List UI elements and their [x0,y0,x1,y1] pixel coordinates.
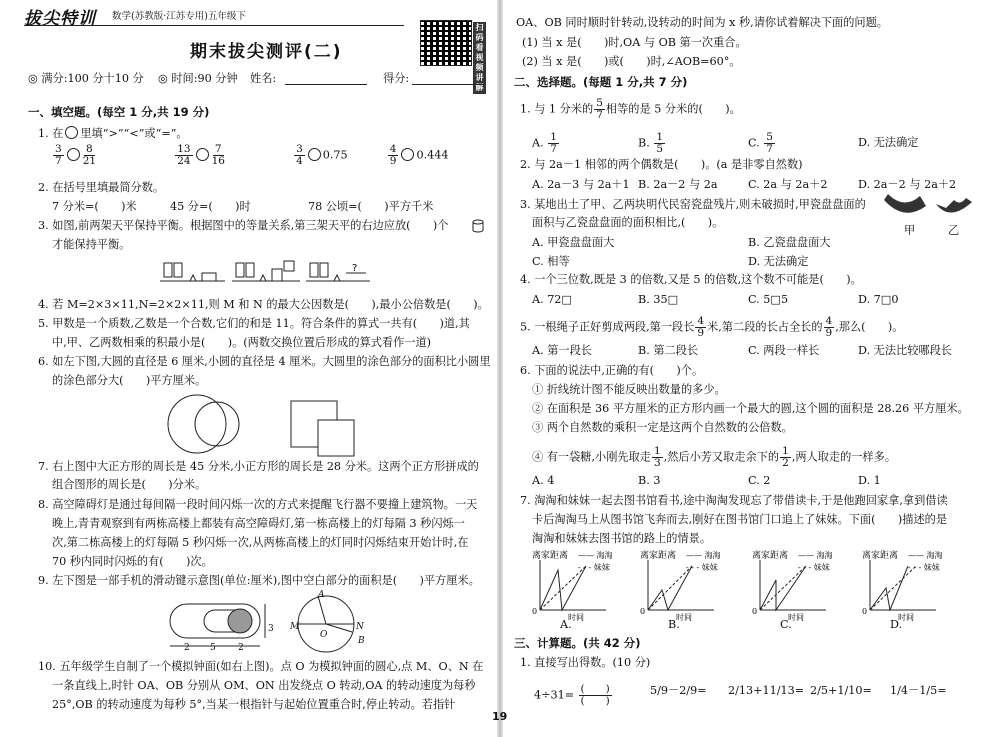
c4-opt-d: D. 7□0 [858,293,899,306]
c2-opt-d: D. 2a－2 与 2a＋2 [858,178,957,191]
score-label: 得分: [383,72,410,85]
calc-item-2: 5/9－2/9= [650,684,707,697]
c3-opt-c: C. 相等 [532,255,570,268]
shard-label-yi: 乙 [948,224,960,237]
q10-cont-1: 一条直线上,时针 OA、OB 分别从 OM、ON 出发绕点 O 转动,OA 的转动速度为每秒 [52,679,476,692]
squares-figure [290,400,370,458]
calc-item-1: 4÷31= $\frac{( )}{( )}$ [534,683,610,707]
svg-text:时间: 时间 [568,613,584,622]
graph-label-4: D. [890,618,903,631]
q5-cont: 中,甲、乙两数相乘的积最小是( )。(两数交换位置后形成的算式看作一道) [52,336,432,349]
svg-text:0: 0 [752,607,758,616]
c1-opt-c: C. $\frac{5}{7}$ [748,131,773,155]
svg-text:- - - 妹妹: - - - 妹妹 [798,563,830,572]
graph-1 [530,548,640,628]
q2: 2. 在括号里填最简分数。 [38,181,165,194]
c5-opt-d: D. 无法比较哪段长 [858,344,952,357]
q4: 4. 若 M=2×3×11,N=2×2×11,则 M 和 N 的最大公因数是( ),最小公倍数是( )。 [38,298,489,311]
c5-opt-b: B. 第二段长 [638,344,699,357]
c6: 6. 下面的说法中,正确的有( )个。 [520,364,704,377]
c6-stmt-1: ① 折线统计图不能反映出数量的多少。 [532,383,726,396]
q7-cont: 组合图形的周长是( )分米。 [52,478,207,491]
r1: OA、OB 同时顺时针转动,设转动的时间为 x 秒,请你试着解决下面的问题。 [516,16,888,29]
svg-text:?: ? [352,263,358,274]
c2-opt-c: C. 2a 与 2a＋2 [748,178,828,191]
q8: 8. 高空障碍灯是通过每间隔一段时间闪烁一次的方式来提醒飞行器不要撞上建筑物。一天 [38,498,478,511]
graph-3 [750,548,860,628]
q2-item-3: 78 公顷=( )平方千米 [308,200,434,213]
label-M: M [290,622,300,632]
c3-opt-d: D. 无法确定 [748,255,809,268]
q10: 10. 五年级学生自制了一个模拟钟面(如右上图)。点 O 为模拟钟面的圆心,点 M、O、N 在 [38,660,484,673]
right-page [500,0,1000,737]
balance-scales [160,255,370,285]
section-choice: 二、选择题。(每题 1 分,共 7 分) [514,75,688,89]
c6-stmt-4: ④ 有一袋糖,小刚先取走 $\frac{1}{3}$ ,然后小芳又取走余下的 $\frac{1}{2}$ ,两人取走的一样多。 [532,445,897,469]
r3: (2) 当 x 是( )或( )时,∠AOB=60°。 [522,55,741,68]
c5-opt-c: C. 两段一样长 [748,344,820,357]
c4-opt-a: A. 72□ [532,293,572,306]
c2-opt-a: A. 2a－3 与 2a＋1 [532,178,630,191]
calc-item-4: 2/5+1/10= [810,684,872,697]
dim-3: 2 [238,643,244,653]
q3-cont: 才能保持平衡。 [52,238,131,251]
calc-item-5: 1/4－1/5= [890,684,947,697]
svg-text:离家距离: 离家距离 [752,551,789,561]
svg-text:0: 0 [862,607,868,616]
qr-label: 扫码看视频讲解 [473,22,486,94]
q10-cont-2: 25°,OB 的转动速度为每秒 5°,当某一根指针与起始位置重合时,停止转动。若指针 [52,698,456,711]
c4-opt-b: B. 35□ [638,293,679,306]
page-number: 19 [492,710,508,723]
q9: 9. 左下图是一部手机的滑动键示意图(单位:厘米),图中空白部分的面积是( )平方厘米。 [38,574,480,587]
slider-figure [160,590,280,652]
c6-opt-a: A. 4 [532,474,555,487]
q6-cont: 的涂色部分大( )平方厘米。 [52,374,207,387]
label-A: A [318,590,325,600]
c7-cont-2: 淘淘和妹妹去图书馆的路上的情景。 [532,532,712,545]
qr-code[interactable] [420,20,472,66]
c5: 5. 一根绳子正好剪成两段,第一段长 $\frac{4}{9}$ 米,第二段的长占全长的 $\frac{4}{9}$ ,那么( )。 [520,315,904,339]
shard-label-jia: 甲 [904,224,916,237]
graph-2 [638,548,748,628]
q2-item-2: 45 分=( )时 [170,200,251,213]
label-B: B [358,636,365,646]
svg-text:—— 淘淘: —— 淘淘 [908,551,943,560]
svg-text:离家距离: 离家距离 [862,551,899,561]
q5: 5. 甲数是一个质数,乙数是一个合数,它们的和是 11。符合条件的算式一共有( )道,其 [38,317,470,330]
graph-label-3: C. [780,618,792,631]
dim-1: 2 [184,643,190,653]
svg-text:- - - 妹妹: - - - 妹妹 [908,563,940,572]
c3-opt-b: B. 乙瓷盘盘面大 [748,236,831,249]
cylinder-icon [470,219,486,233]
c6-opt-c: C. 2 [748,474,771,487]
c6-stmt-2: ② 在面积是 36 平方厘米的正方形内画一个最大的圆,这个圆的面积是 28.26 平方厘米。 [532,402,969,415]
svg-text:- - - 妹妹: - - - 妹妹 [578,563,610,572]
c7-cont-1: 卡后淘淘马上从图书馆飞奔而去,刚好在图书馆门口追上了妹妹。下面( )描述的是 [532,513,948,526]
c4-opt-c: C. 5□5 [748,293,789,306]
q3: 3. 如图,前两架天平保持平衡。根据图中的等量关系,第三架天平的右边应放( )个 [38,219,449,232]
q8-cont-3: 70 秒内同时闪烁的有( )次。 [52,555,213,568]
brand: 拔尖特训 [24,9,96,29]
svg-text:0: 0 [640,607,646,616]
graph-label-2: B. [668,618,680,631]
c4: 4. 一个三位数,既是 3 的倍数,又是 5 的倍数,这个数不可能是( )。 [520,273,862,286]
label-N: N [356,622,364,632]
svg-text:时间: 时间 [676,613,692,622]
q8-cont-2: 次,第二栋高楼上的灯每隔 5 秒闪烁一次,从两栋高楼上的灯同时闪烁结束开始计时,在 [52,536,469,549]
c2-opt-b: B. 2a－2 与 2a [638,178,718,191]
c3: 3. 某地出土了甲、乙两块明代民窑瓷盘残片,则未破损时,甲瓷盘盘面的 [520,198,866,211]
graph-4 [860,548,970,628]
name-label: 姓名: [250,72,277,85]
svg-text:离家距离: 离家距离 [640,551,677,561]
time-limit: ◎ 时间:90 分钟 [158,72,238,85]
c6-opt-b: B. 3 [638,474,661,487]
svg-text:0: 0 [532,607,538,616]
porcelain-shards [880,192,980,228]
svg-text:—— 淘淘: —— 淘淘 [578,551,613,560]
c1-opt-a: A. $\frac{1}{7}$ [532,131,557,155]
c5-opt-a: A. 第一段长 [532,344,592,357]
calc-1: 1. 直接写出得数。(10 分) [520,656,651,669]
c1-opt-b: B. $\frac{1}{5}$ [638,131,664,155]
svg-text:—— 淘淘: —— 淘淘 [798,551,833,560]
page-title: 期末拔尖测评(二) [190,42,343,62]
c7: 7. 淘淘和妹妹一起去图书馆看书,途中淘淘发现忘了带借读卡,于是他跑回家拿,拿到借读 [520,494,948,507]
section-calc: 三、计算题。(共 42 分) [514,636,641,650]
svg-text:—— 淘淘: —— 淘淘 [686,551,721,560]
calc-item-3: 2/13+11/13= [728,684,805,697]
q2-item-1: 7 分米=( )米 [52,200,137,213]
dim-2: 5 [210,643,216,653]
q1: 1. 在 里填“>”“<”或“=”。 [38,127,188,140]
circles-figure [165,393,255,455]
q6: 6. 如左下图,大圆的直径是 6 厘米,小圆的直径是 4 厘米。大圆里的涂色部分的面积比小圆里 [38,355,491,368]
q8-cont-1: 晚上,青青观察到有两栋高楼上都装有高空障碍灯,第一栋高楼上的灯每隔 3 秒闪烁一 [52,517,465,530]
r2: (1) 当 x 是( )时,OA 与 OB 第一次重合。 [522,36,747,49]
c1-opt-d: D. 无法确定 [858,136,919,149]
svg-text:时间: 时间 [898,613,914,622]
section-fill: 一、填空题。(每空 1 分,共 19 分) [28,105,210,119]
svg-text:时间: 时间 [788,613,804,622]
q7: 7. 右上图中大正方形的周长是 45 分米,小正方形的周长是 28 分米。这两个正方形拼成的 [38,460,479,473]
svg-text:- - - 妹妹: - - - 妹妹 [686,563,718,572]
full-score: ◎ 满分:100 分十10 分 [28,72,144,85]
dim-4: 3 [268,624,274,634]
q1-items: $\frac{3}{7}$ $\frac{8}{21}$ $\frac{13}{24}$ $\frac{7}{16}$ $\frac{3}{4}$ 0.75 $\frac{4}{9}$ 0.444 [55,143,449,167]
c2: 2. 与 2a－1 相邻的两个偶数是( )。(a 是非零自然数) [520,158,803,171]
c3-cont: 面积与乙瓷盘盘面的面积相比,( )。 [532,216,724,229]
svg-text:离家距离: 离家距离 [532,551,569,561]
c3-opt-a: A. 甲瓷盘盘面大 [532,236,615,249]
graph-label-1: A. [560,618,572,631]
c6-opt-d: D. 1 [858,474,881,487]
c1: 1. 与 1 分米的 $\frac{5}{7}$ 相等的是 5 分米的( )。 [520,97,741,121]
subtitle: 数学(苏教版·江苏专用)五年级下 [112,11,246,22]
c6-stmt-3: ③ 两个自然数的乘积一定是这两个自然数的公倍数。 [532,421,793,434]
label-O: O [320,630,328,640]
